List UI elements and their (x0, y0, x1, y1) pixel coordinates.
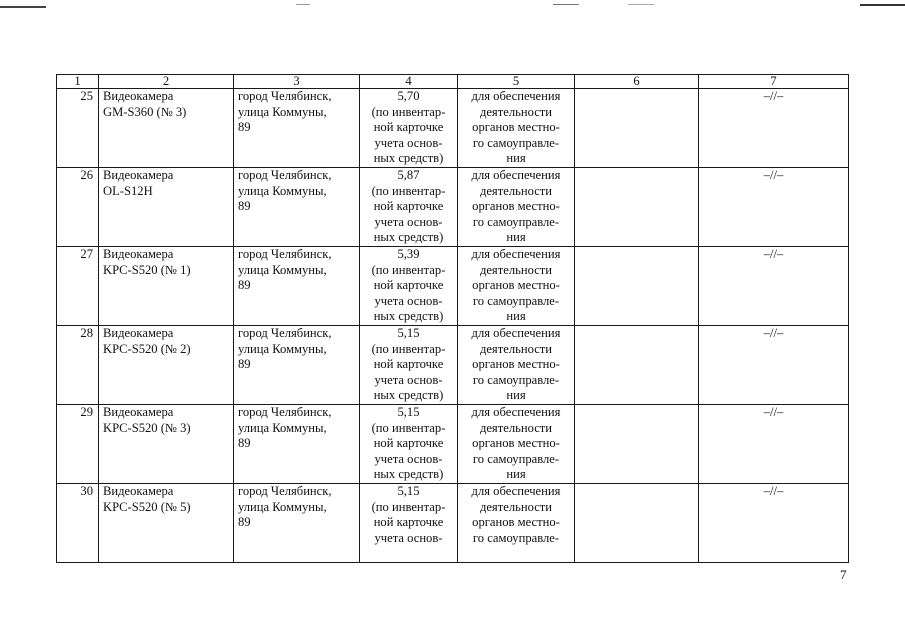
purpose-line: го самоуправле- (472, 293, 560, 308)
purpose-line: го самоуправле- (472, 135, 560, 150)
purpose-cell (458, 89, 575, 168)
purpose-line: для обеспечения (471, 89, 561, 103)
name-line: Видеокамера (103, 247, 174, 261)
address-line: 89 (238, 436, 251, 451)
empty-cell (575, 247, 699, 326)
scan-artifact (296, 4, 310, 5)
page-number: 7 (840, 567, 847, 582)
empty-cell (575, 168, 699, 247)
purpose-line: деятельности (479, 499, 553, 514)
purpose-line: ния (506, 230, 526, 245)
ditto-cell: –//– (699, 405, 849, 484)
address-line: 89 (238, 278, 251, 293)
address-line: 89 (238, 357, 251, 372)
empty-cell (575, 484, 699, 563)
address-cell (234, 89, 360, 168)
value-line: ных средств) (373, 388, 444, 403)
address-line: улица Коммуны, (238, 183, 327, 198)
purpose-cell (458, 168, 575, 247)
value-cell (360, 89, 458, 168)
table-row (57, 405, 849, 484)
name-line: KPC-S520 (№ 5) (103, 499, 191, 514)
purpose-line: деятельности (479, 104, 553, 119)
column-header: 7 (699, 75, 849, 89)
address-line: город Челябинск, (238, 484, 332, 498)
address-line: улица Коммуны, (238, 341, 327, 356)
value-line: (по инвентар- (371, 341, 446, 356)
purpose-line: го самоуправле- (472, 372, 560, 387)
value-line: 5,15 (397, 405, 420, 419)
value-line: ной карточке (373, 515, 444, 530)
purpose-line: деятельности (479, 183, 553, 198)
ditto-cell: –//– (699, 247, 849, 326)
purpose-line: органов местно- (472, 278, 560, 293)
ditto-cell: –//– (699, 168, 849, 247)
value-cell (360, 484, 458, 563)
ditto-cell: –//– (699, 484, 849, 563)
scan-artifact (553, 4, 579, 5)
purpose-line: ния (506, 309, 526, 324)
value-line: ной карточке (373, 436, 444, 451)
ditto-cell: –//– (699, 89, 849, 168)
address-line: город Челябинск, (238, 405, 332, 419)
purpose-line: ния (506, 467, 526, 482)
purpose-line: ния (506, 151, 526, 166)
purpose-cell (458, 326, 575, 405)
purpose-line: го самоуправле- (472, 451, 560, 466)
address-cell (234, 168, 360, 247)
name-line: KPC-S520 (№ 1) (103, 262, 191, 277)
purpose-line: ния (506, 388, 526, 403)
address-cell (234, 405, 360, 484)
item-name-cell (99, 89, 234, 168)
purpose-line: органов местно- (472, 357, 560, 372)
purpose-line: для обеспечения (471, 326, 561, 340)
purpose-line: для обеспечения (471, 405, 561, 419)
name-line: OL-S12H (103, 183, 153, 198)
purpose-line: деятельности (479, 262, 553, 277)
address-line: 89 (238, 199, 251, 214)
purpose-line: органов местно- (472, 515, 560, 530)
address-line: улица Коммуны, (238, 104, 327, 119)
name-line: Видеокамера (103, 326, 174, 340)
table-row (57, 484, 849, 563)
address-line: город Челябинск, (238, 168, 332, 182)
row-number: 29 (57, 405, 99, 484)
empty-cell (575, 326, 699, 405)
value-cell (360, 405, 458, 484)
value-line: ных средств) (373, 151, 444, 166)
value-line: (по инвентар- (371, 262, 446, 277)
item-name-cell (99, 405, 234, 484)
name-line: Видеокамера (103, 405, 174, 419)
value-line: ных средств) (373, 230, 444, 245)
value-line: учета основ- (374, 293, 443, 308)
purpose-line: деятельности (479, 420, 553, 435)
purpose-line: го самоуправле- (472, 530, 560, 545)
address-line: улица Коммуны, (238, 420, 327, 435)
scan-artifact (0, 6, 46, 8)
name-line: Видеокамера (103, 89, 174, 103)
purpose-cell (458, 484, 575, 563)
value-line: ной карточке (373, 199, 444, 214)
value-line: учета основ- (374, 372, 443, 387)
table-row (57, 89, 849, 168)
property-register-table (56, 74, 849, 563)
value-line: учета основ- (374, 530, 443, 545)
value-line: ных средств) (373, 309, 444, 324)
column-header: 3 (234, 75, 360, 89)
value-line: ных средств) (373, 467, 444, 482)
column-header: 2 (99, 75, 234, 89)
value-line: 5,39 (397, 247, 420, 261)
address-line: город Челябинск, (238, 247, 332, 261)
value-cell (360, 326, 458, 405)
name-line: Видеокамера (103, 484, 174, 498)
value-line: ной карточке (373, 278, 444, 293)
table-row (57, 247, 849, 326)
value-line: учета основ- (374, 451, 443, 466)
address-cell (234, 326, 360, 405)
purpose-cell (458, 247, 575, 326)
column-header: 6 (575, 75, 699, 89)
column-header: 5 (458, 75, 575, 89)
address-cell (234, 247, 360, 326)
purpose-line: деятельности (479, 341, 553, 356)
purpose-line: органов местно- (472, 199, 560, 214)
address-line: 89 (238, 515, 251, 530)
value-line: (по инвентар- (371, 183, 446, 198)
value-line: 5,70 (397, 89, 420, 103)
scan-artifact (628, 4, 654, 5)
address-line: город Челябинск, (238, 89, 332, 103)
purpose-line: го самоуправле- (472, 214, 560, 229)
row-number: 28 (57, 326, 99, 405)
value-line: 5,87 (397, 168, 420, 182)
address-line: улица Коммуны, (238, 499, 327, 514)
row-number: 26 (57, 168, 99, 247)
item-name-cell (99, 326, 234, 405)
address-cell (234, 484, 360, 563)
empty-cell (575, 405, 699, 484)
address-line: 89 (238, 120, 251, 135)
row-number: 27 (57, 247, 99, 326)
column-header: 1 (57, 75, 99, 89)
value-cell (360, 168, 458, 247)
name-line: KPC-S520 (№ 3) (103, 420, 191, 435)
value-line: ной карточке (373, 120, 444, 135)
column-number-header-row (57, 75, 849, 89)
ditto-cell: –//– (699, 326, 849, 405)
purpose-line: для обеспечения (471, 168, 561, 182)
value-line: учета основ- (374, 135, 443, 150)
purpose-line: органов местно- (472, 120, 560, 135)
address-line: улица Коммуны, (238, 262, 327, 277)
value-line: ной карточке (373, 357, 444, 372)
row-number: 25 (57, 89, 99, 168)
value-line: (по инвентар- (371, 499, 446, 514)
item-name-cell (99, 484, 234, 563)
value-line: (по инвентар- (371, 420, 446, 435)
name-line: GM-S360 (№ 3) (103, 104, 187, 119)
item-name-cell (99, 168, 234, 247)
value-line: (по инвентар- (371, 104, 446, 119)
value-line: 5,15 (397, 484, 420, 498)
item-name-cell (99, 247, 234, 326)
name-line: KPC-S520 (№ 2) (103, 341, 191, 356)
name-line: Видеокамера (103, 168, 174, 182)
empty-cell (575, 89, 699, 168)
value-line: 5,15 (397, 326, 420, 340)
scan-artifact (860, 4, 905, 6)
purpose-line: органов местно- (472, 436, 560, 451)
address-line: город Челябинск, (238, 326, 332, 340)
table-row (57, 168, 849, 247)
purpose-line: для обеспечения (471, 484, 561, 498)
value-cell (360, 247, 458, 326)
purpose-cell (458, 405, 575, 484)
purpose-line: для обеспечения (471, 247, 561, 261)
value-line: учета основ- (374, 214, 443, 229)
row-number: 30 (57, 484, 99, 563)
column-header: 4 (360, 75, 458, 89)
table-row (57, 326, 849, 405)
